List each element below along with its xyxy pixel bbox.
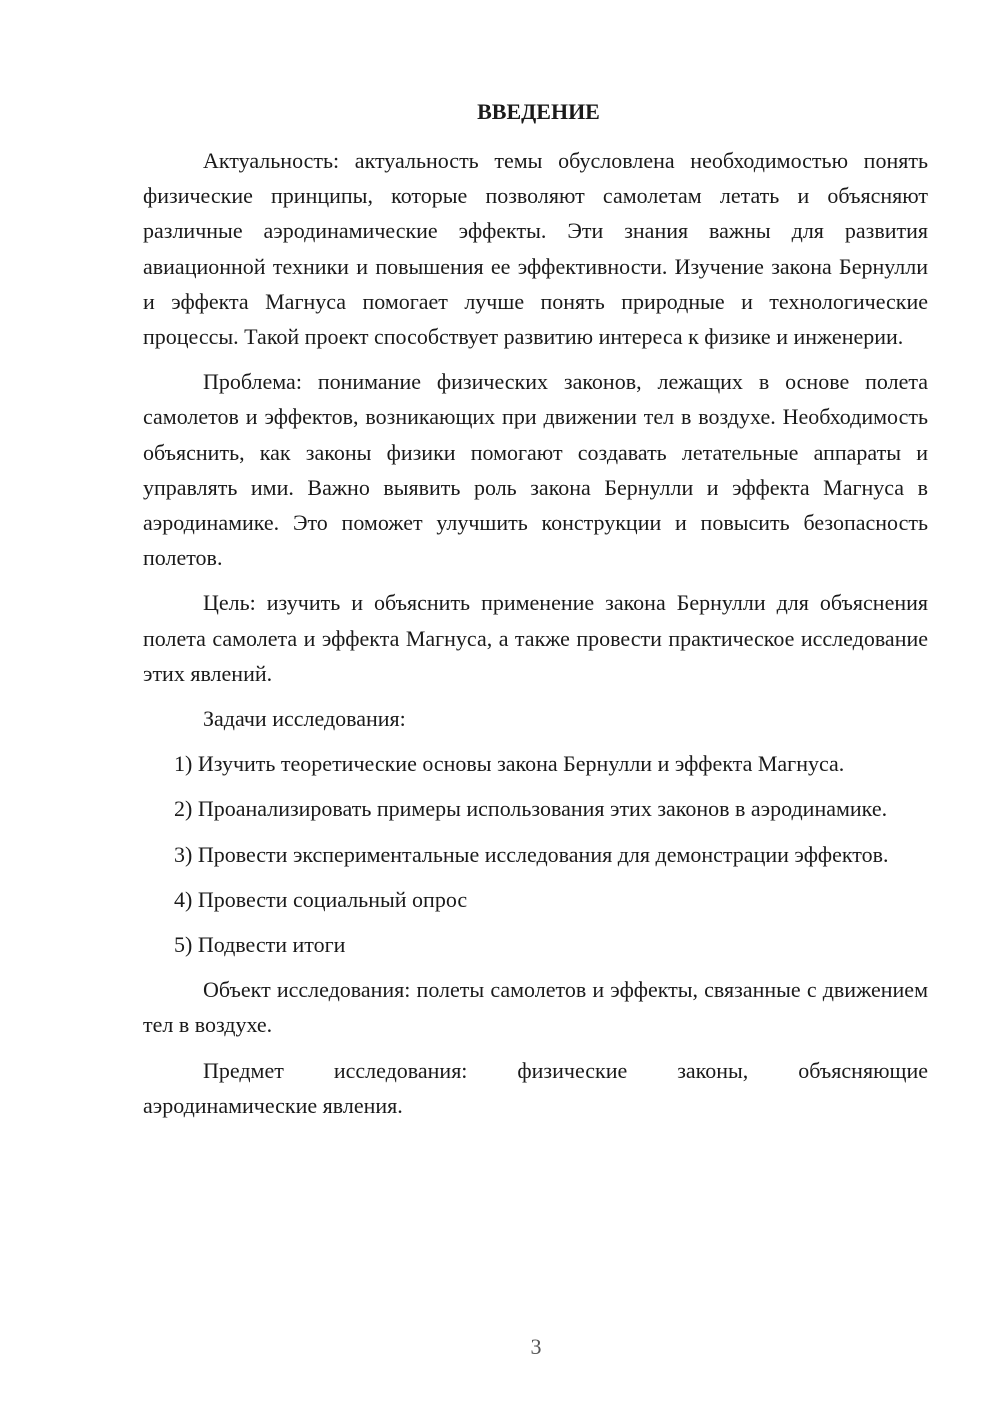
page-number: 3	[530, 1334, 542, 1359]
document-page	[143, 94, 928, 1133]
tasks-list	[143, 746, 928, 962]
list-item: 4) Провести социальный опрос	[174, 886, 468, 912]
section-heading: ВВЕДЕНИЕ	[477, 99, 600, 124]
list-item: 1) Изучить теоретические основы закона Бернулли и эффекта Магнуса.	[174, 751, 845, 777]
subject-paragraph: Предмет исследования: физические законы, объясняющие аэродинамические явления.	[143, 1057, 928, 1118]
list-item: 5) Подвести итоги	[174, 932, 346, 958]
relevance-paragraph: Актуальность: актуальность темы обусловлена необходимостью понять физические принципы, которые позволяют самолетам летать и объясняют различные аэродинамические эффекты. Эти знания важны для развития авиационной техники и повышения ее эффективности. Изучение закона Бернулли и эффекта Магнуса помогает лучше понять природные и технологические процессы. Такой проект способствует развитию интереса к физике и инженерии.	[143, 148, 928, 350]
object-paragraph: Объект исследования: полеты самолетов и эффекты, связанные с движением тел в воздухе.	[143, 977, 928, 1038]
problem-paragraph: Проблема: понимание физических законов, лежащих в основе полета самолетов и эффектов, возникающих при движении тел в воздухе. Необходимость объяснить, как законы физики помогают создавать летательные аппараты и управлять ими. Важно выявить роль закона Бернулли и эффекта Магнуса в аэродинамике. Это поможет улучшить конструкции и повысить безопасность полетов.	[143, 369, 928, 571]
goal-paragraph: Цель: изучить и объяснить применение закона Бернулли для объяснения полета самолета и эффекта Магнуса, а также провести практическое исследование этих явлений.	[143, 590, 928, 686]
list-item: 2) Проанализировать примеры использования этих законов в аэродинамике.	[174, 796, 888, 822]
list-item: 3) Провести экспериментальные исследования для демонстрации эффектов.	[174, 841, 889, 867]
tasks-title: Задачи исследования:	[203, 706, 406, 732]
